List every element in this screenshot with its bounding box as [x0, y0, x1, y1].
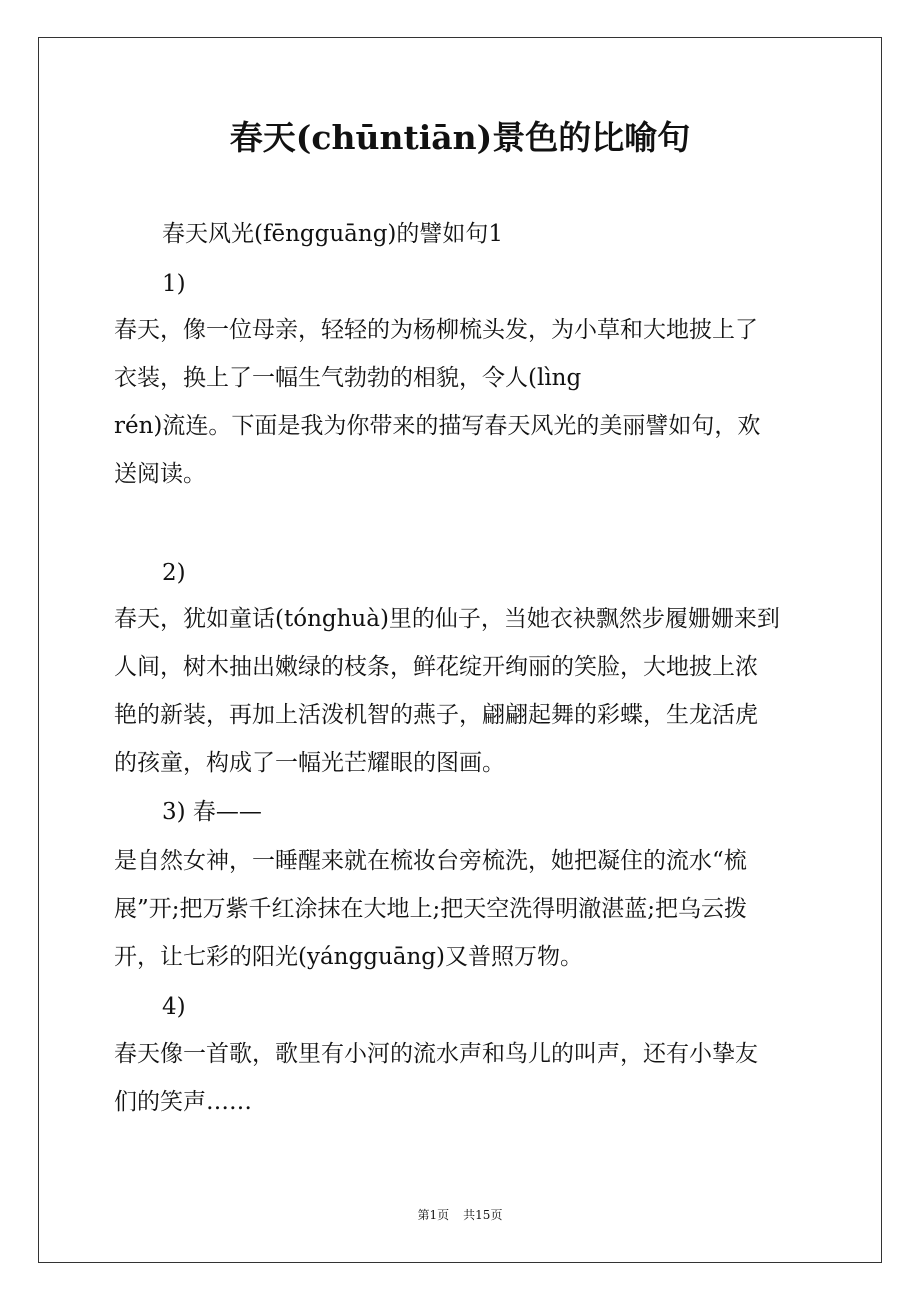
item-3-number: 3) 春—— [162, 799, 262, 825]
item-1-line-2: 衣装，换上了一幅生气勃勃的相貌，令人(lìng [114, 365, 582, 391]
page-footer [0, 1206, 920, 1224]
item-4-line-1: 春天像一首歌，歌里有小河的流水声和鸟儿的叫声，还有小挚友 [114, 1041, 758, 1067]
page-number: 第1页 [417, 1208, 450, 1222]
item-3-line-2: 展”开;把万紫千红涂抹在大地上;把天空洗得明澈湛蓝;把乌云拨 [114, 896, 748, 922]
subtitle: 春天风光(fēngguāng)的譬如句1 [162, 221, 504, 247]
item-4-number: 4) [162, 994, 186, 1020]
item-2-line-3: 艳的新装，再加上活泼机智的燕子，翩翩起舞的彩蝶，生龙活虎 [114, 702, 758, 728]
item-3-line-3: 开，让七彩的阳光(yángguāng)又普照万物。 [114, 944, 583, 970]
item-3-line-1: 是自然女神，一睡醒来就在梳妆台旁梳洗，她把凝住的流水“梳 [114, 848, 747, 874]
document-title: 春天(chūntiān)景色的比喻句 [229, 118, 691, 157]
item-1-line-3: rén)流连。下面是我为你带来的描写春天风光的美丽譬如句，欢 [114, 413, 761, 439]
item-2-line-1: 春天，犹如童话(tónghuà)里的仙子，当她衣袂飘然步履姗姗来到 [114, 606, 780, 632]
item-2-line-4: 的孩童，构成了一幅光芒耀眼的图画。 [114, 750, 505, 776]
item-1-line-1: 春天，像一位母亲，轻轻的为杨柳梳头发，为小草和大地披上了 [114, 317, 758, 343]
page-total: 共15页 [463, 1208, 503, 1222]
item-2-line-2: 人间，树木抽出嫩绿的枝条，鲜花绽开绚丽的笑脸，大地披上浓 [114, 654, 758, 680]
item-2-number: 2) [162, 560, 186, 586]
item-1-number: 1) [162, 271, 186, 297]
item-4-line-2: 们的笑声…… [114, 1089, 252, 1115]
item-1-line-4: 送阅读。 [114, 461, 206, 487]
